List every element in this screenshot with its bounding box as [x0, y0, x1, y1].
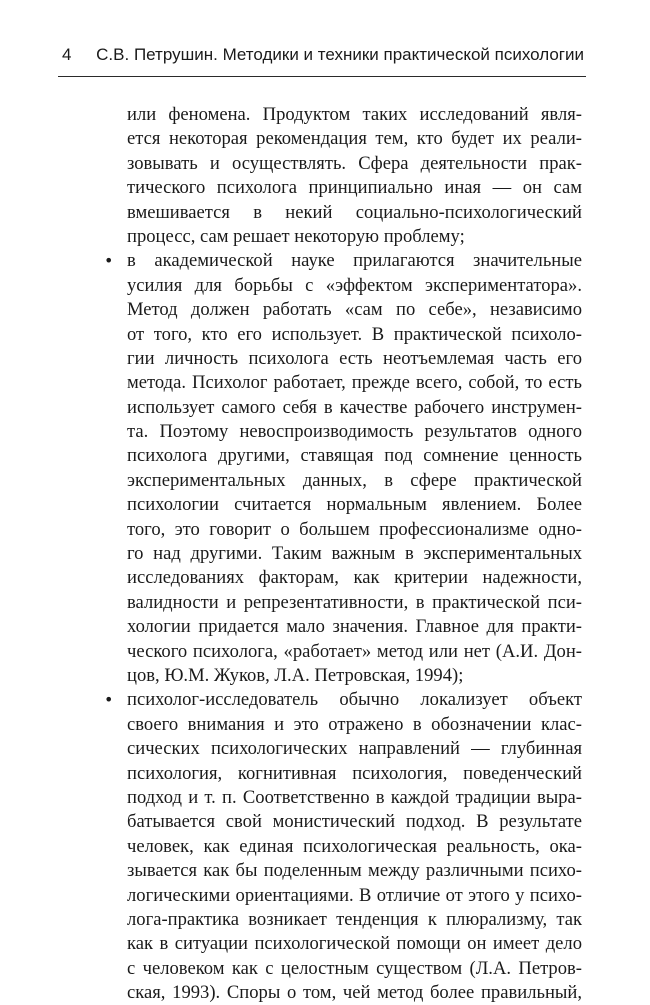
text-line: [0, 201, 650, 225]
running-head: С.В. Петрушин. Методики и техники практической психологии: [96, 45, 584, 64]
text-line: [0, 323, 650, 347]
line-text: логическими ориентациями. В отличие от этого у психо-: [127, 884, 582, 906]
line-text: того, это говорит о большем профессионализме одно-: [127, 518, 582, 540]
text-line: [0, 103, 650, 127]
line-text: как в ситуации психологической помощи он имеет дело: [127, 933, 582, 955]
line-text: с человеком как с целостным существом (Л.А. Петров-: [127, 957, 582, 979]
page-header: [0, 0, 650, 80]
text-line: [0, 591, 650, 615]
text-line: [0, 274, 650, 298]
text-line: [0, 371, 650, 395]
text-line: [0, 493, 650, 517]
line-text: тического психолога принципиально иная — он сам: [127, 177, 582, 199]
line-text: зовывать и осуществлять. Сфера деятельности прак-: [127, 152, 582, 174]
line-text: от того, кто его использует. В практической психоло-: [127, 323, 582, 345]
line-text: го над другими. Таким важным в экспериментальных: [127, 543, 582, 565]
line-text: вмешивается в некий социально-психологический: [127, 201, 582, 223]
bullet-icon: •: [104, 251, 114, 271]
line-text: своего внимания и это отражено в обозначении клас-: [127, 713, 582, 735]
text-line: [0, 640, 650, 664]
line-text: психолог-исследователь обычно локализует объект: [127, 689, 582, 711]
line-text: валидности и репрезентативности, в практической пси-: [127, 591, 582, 613]
line-text: процесс, сам решает некоторую проблему;: [127, 225, 465, 247]
line-text: хологии придается мало значения. Главное для практи-: [127, 616, 582, 638]
line-text: усилия для борьбы с «эффектом экспериментатора».: [127, 274, 582, 296]
text-line: [0, 737, 650, 761]
line-text: психолога другими, ставящая под сомнение ценность: [127, 445, 582, 467]
text-line: [0, 420, 650, 444]
text-line: [0, 810, 650, 834]
line-text: лога-практика возникает тенденция к плюрализму, так: [127, 908, 582, 930]
text-line: [0, 713, 650, 737]
text-line: [0, 566, 650, 590]
text-line: [0, 542, 650, 566]
text-line: [0, 298, 650, 322]
text-line: [0, 444, 650, 468]
line-text: психология, когнитивная психология, поведенческий: [127, 762, 582, 784]
text-line: [0, 152, 650, 176]
text-line: [0, 225, 650, 249]
line-text: ется некоторая рекомендация тем, кто будет их реали-: [127, 128, 582, 150]
line-text: сических психологических направлений — глубинная: [127, 738, 582, 760]
line-text: человек, как единая психологическая реальность, ока-: [127, 835, 582, 857]
list-item-first-line: [0, 688, 650, 712]
text-line: [0, 859, 650, 883]
text-line: [0, 932, 650, 956]
text-line: [0, 518, 650, 542]
text-line: [0, 615, 650, 639]
text-line: [0, 957, 650, 981]
line-text: исследованиях факторам, как критерии надежности,: [127, 567, 582, 589]
text-line: [0, 176, 650, 200]
line-text: та. Поэтому невоспроизводимость результатов одного: [127, 421, 582, 443]
text-line: [0, 664, 650, 688]
line-text: использует самого себя в качестве рабочего инструмен-: [127, 396, 582, 418]
line-text: цов, Ю.М. Жуков, Л.А. Петровская, 1994);: [127, 664, 464, 686]
body-text: [0, 103, 650, 1005]
text-line: [0, 981, 650, 1005]
line-text: подход и т. п. Соответственно в каждой традиции выра-: [127, 786, 582, 808]
text-line: [0, 908, 650, 932]
line-text: психологии считается нормальным явлением. Более: [127, 494, 582, 516]
line-text: в академической науке прилагаются значительные: [127, 250, 582, 272]
line-text: зывается как бы поделенным между различными психо-: [127, 860, 582, 882]
text-line: [0, 786, 650, 810]
text-line: [0, 347, 650, 371]
line-text: батывается свой монистический подход. В результате: [127, 811, 582, 833]
text-line: [0, 835, 650, 859]
header-rule: [58, 76, 586, 77]
line-text: метода. Психолог работает, прежде всего, собой, то есть: [127, 372, 582, 394]
line-text: экспериментальных данных, в сфере практической: [127, 469, 582, 491]
line-text: ческого психолога, «работает» метод или нет (А.И. Дон-: [127, 640, 582, 662]
text-line: [0, 884, 650, 908]
page-number: 4: [62, 45, 72, 64]
text-line: [0, 762, 650, 786]
list-item-first-line: [0, 249, 650, 273]
text-line: [0, 469, 650, 493]
line-text: или феномена. Продуктом таких исследований явля-: [127, 104, 582, 125]
bullet-icon: •: [104, 690, 114, 710]
line-text: ская, 1993). Споры о том, чей метод более правильный,: [127, 982, 582, 1004]
line-text: гии личность психолога есть неотъемлемая часть его: [127, 347, 582, 369]
text-line: [0, 127, 650, 151]
line-text: Метод должен работать «сам по себе», независимо: [127, 299, 582, 321]
text-line: [0, 396, 650, 420]
